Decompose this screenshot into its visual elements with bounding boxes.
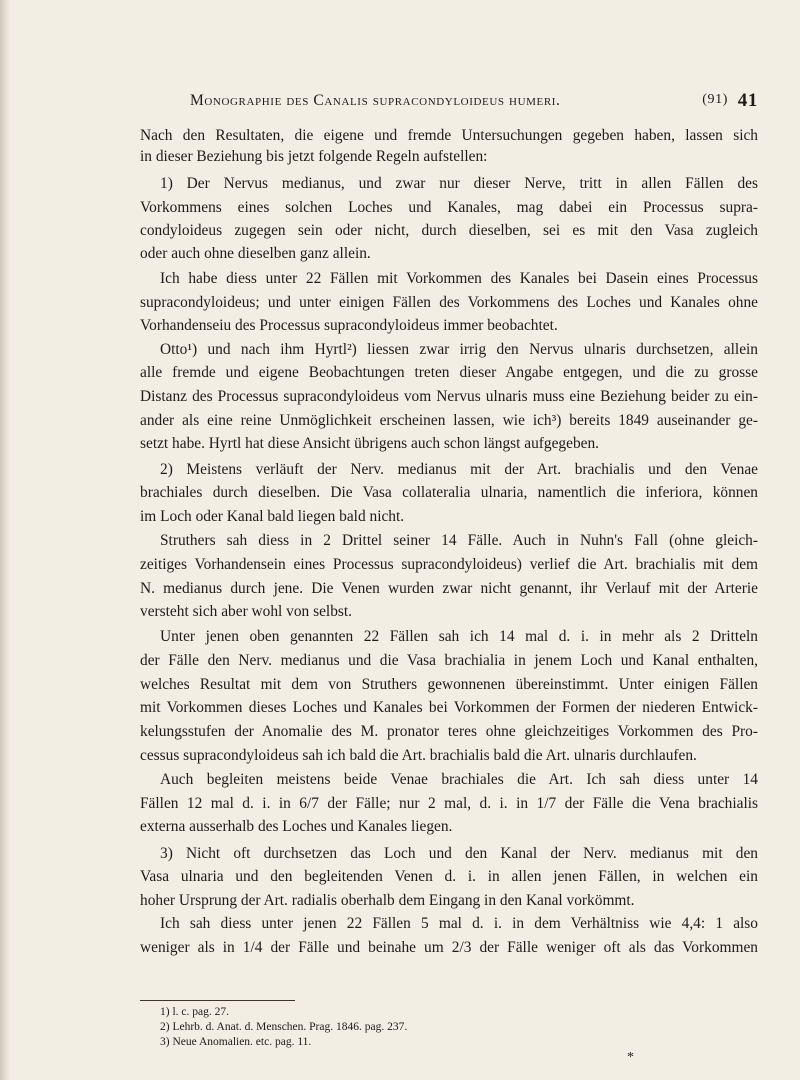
page-gutter-shadow — [0, 0, 10, 1080]
text-line: setzt habe. Hyrtl hat diese Ansicht übrigens auch schon längst aufgegeben. — [140, 435, 600, 452]
footnote-1: 1) l. c. pag. 27. — [160, 1006, 229, 1018]
text-line: brachiales durch dieselben. Die Vasa collateralia ulnaria, namentlich die inferiora, können — [140, 484, 758, 501]
footnote-2: 2) Lehrb. d. Anat. d. Menschen. Prag. 1846. pag. 237. — [160, 1021, 408, 1033]
text-line: 3) Nicht oft durchsetzen das Loch und den Kanal der Nerv. medianus mit den — [160, 845, 758, 862]
text-line: kelungsstufen der Anomalie des M. pronator teres ohne gleichzeitiges Vorkommen des Pro- — [140, 723, 758, 740]
text-line: Nach den Resultaten, die eigene und fremde Untersuchungen gegeben haben, lassen sich — [140, 127, 758, 144]
text-line: weniger als in 1/4 der Fälle und beinahe um 2/3 der Fälle weniger oft als das Vorkommen — [140, 939, 758, 956]
section-number: (91) — [702, 92, 728, 107]
text-line: oder auch ohne dieselben ganz allein. — [140, 245, 371, 262]
text-line: Vasa ulnaria und den begleitenden Venen d. i. in allen jenen Fällen, in welchen ein — [140, 868, 758, 885]
text-line: zeitiges Vorhandensein eines Processus supracondyloideus) verlief die Art. brachialis mit dem — [140, 556, 758, 573]
text-line: Ich habe diess unter 22 Fällen mit Vorkommen des Kanales bei Dasein eines Processus — [160, 270, 758, 287]
text-line: Ich sah diess unter jenen 22 Fällen 5 mal d. i. in dem Verhältniss wie 4,4: 1 also — [160, 915, 758, 932]
text-line: der Fälle den Nerv. medianus und die Vasa brachialia in jenem Loch und Kanal enthalten, — [140, 652, 758, 669]
signature-mark: * — [627, 1050, 634, 1065]
text-line: cessus supracondyloideus sah ich bald die Art. brachialis bald die Art. ulnaris durchlaufen. — [140, 747, 697, 764]
text-line: Distanz des Processus supracondyloideus vom Nervus ulnaris muss eine Beziehung beider zu ein- — [140, 388, 758, 405]
text-line: supracondyloideus; und unter einigen Fällen des Vorkommens des Loches und Kanales ohne — [140, 294, 758, 311]
text-line: 1) Der Nervus medianus, und zwar nur dieser Nerve, tritt in allen Fällen des — [160, 175, 758, 192]
running-header — [190, 92, 758, 114]
text-line: im Loch oder Kanal bald liegen bald nicht. — [140, 508, 405, 525]
text-line: Otto¹) und nach ihm Hyrtl²) liessen zwar irrig den Nervus ulnaris durchsetzen, allein — [160, 341, 758, 358]
text-line: Vorkommens eines solchen Loches und Kanales, mag dabei ein Processus supra- — [140, 199, 758, 216]
text-line: 2) Meistens verläuft der Nerv. medianus mit der Art. brachialis und den Venae — [160, 461, 758, 478]
text-line: Vorhandenseiu des Processus supracondyloideus immer beobachtet. — [140, 317, 558, 334]
text-line: Auch begleiten meistens beide Venae brachiales die Art. Ich sah diess unter 14 — [160, 771, 758, 788]
running-title: Monographie des Canalis supracondyloideus humeri. — [190, 92, 561, 109]
text-line: Fällen 12 mal d. i. in 6/7 der Fälle; nur 2 mal, d. i. in 1/7 der Fälle die Vena brachialis — [140, 795, 758, 812]
text-line: welches Resultat mit dem von Struthers gewonnenen übereinstimmt. Unter einigen Fällen — [140, 676, 758, 693]
text-line: hoher Ursprung der Art. radialis oberhalb dem Eingang in den Kanal vorkömmt. — [140, 892, 635, 909]
text-line: N. medianus durch jene. Die Venen wurden zwar nicht genannt, ihr Verlauf mit der Arterie — [140, 580, 758, 597]
footnote-3: 3) Neue Anomalien. etc. pag. 11. — [160, 1036, 312, 1048]
text-line: Struthers sah diess in 2 Drittel seiner 14 Fälle. Auch in Nuhn's Fall (ohne gleich- — [160, 532, 758, 549]
text-line: Unter jenen oben genannten 22 Fällen sah ich 14 mal d. i. in mehr als 2 Dritteln — [160, 628, 758, 645]
page-number: 41 — [737, 90, 758, 111]
text-line: externa ausserhalb des Loches und Kanales liegen. — [140, 818, 453, 835]
text-line: alle fremde und eigene Beobachtungen treten dieser Angabe entgegen, und die zu grosse — [140, 364, 758, 381]
text-line: condyloideus zugegen sein oder nicht, durch dieselben, sei es mit den Vasa zugleich — [140, 222, 758, 239]
text-line: versteht sich aber wohl von selbst. — [140, 603, 353, 620]
text-line: in dieser Beziehung bis jetzt folgende Regeln aufstellen: — [140, 148, 488, 165]
text-line: ander als eine reine Unmöglichkeit erscheinen lassen, wie ich³) bereits 1849 auseinander ge- — [140, 412, 758, 429]
footnote-rule — [140, 1000, 295, 1001]
text-line: mit Vorkommen dieses Loches und Kanales bei Vorkommen der Formen der niederen Entwick- — [140, 699, 758, 716]
